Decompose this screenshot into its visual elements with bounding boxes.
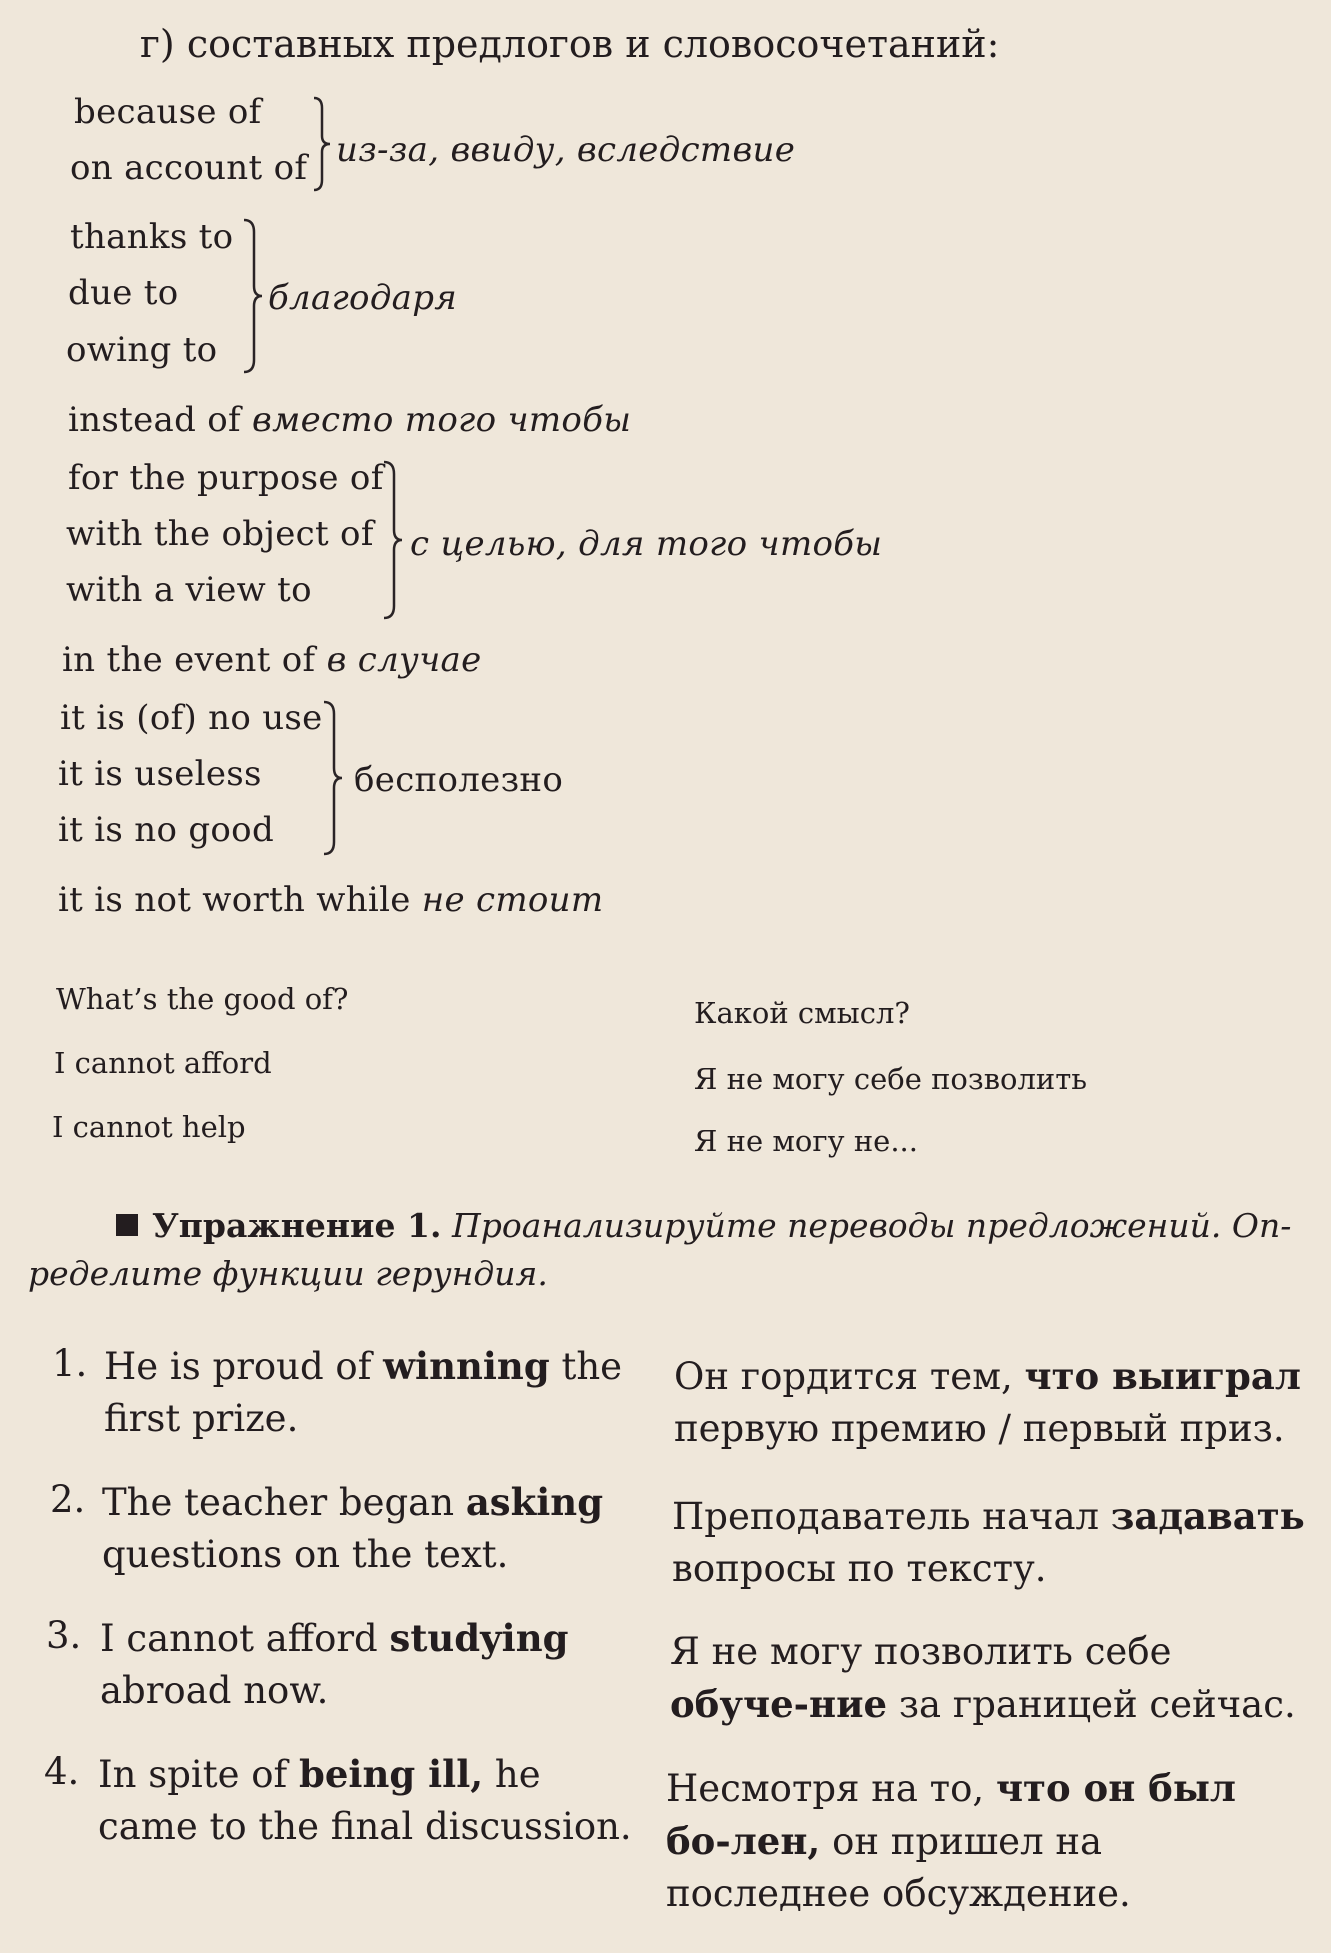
- event-of-ru: в случае: [326, 640, 482, 680]
- group4-brace: [318, 700, 350, 856]
- sentence-1-ru: [674, 1350, 1314, 1455]
- sentence-3-number: 3.: [46, 1614, 82, 1657]
- sentence-2-ru-bold: задавать: [1110, 1494, 1305, 1538]
- sentence-3-ru-post: за границей сейчас.: [887, 1683, 1296, 1726]
- group3-item-2: with the object of: [66, 514, 374, 554]
- group3-brace: [378, 460, 410, 620]
- sentence-2-ru-post: вопросы по тексту.: [672, 1547, 1047, 1590]
- sentence-1-en-pre: He is proud of: [104, 1345, 384, 1388]
- sentence-1-number: 1.: [52, 1342, 88, 1385]
- sentence-2-ru-pre: Преподаватель начал: [672, 1495, 1111, 1538]
- sentence-3-en-post: abroad now.: [100, 1669, 329, 1712]
- group2-item-2: due to: [68, 273, 179, 313]
- group1-brace: [308, 96, 338, 192]
- section-heading: г) составных предлогов и словосочетаний:: [140, 22, 1000, 66]
- sentence-2-en-pre: The teacher began: [102, 1481, 466, 1524]
- phrase-1-ru: Какой смысл?: [694, 996, 910, 1030]
- sentence-4-ru-bold: что он был бо-лен,: [666, 1766, 1237, 1863]
- square-bullet-icon: [116, 1214, 138, 1236]
- sentence-4-en: [98, 1748, 638, 1853]
- group1-item-1: because of: [74, 92, 262, 132]
- sentence-4-ru-post: он пришел на последнее обсуждение.: [666, 1820, 1131, 1915]
- sentence-2-number: 2.: [50, 1478, 86, 1521]
- group3-item-3: with a view to: [66, 570, 312, 610]
- sentence-1-en-post: the first prize.: [104, 1345, 623, 1440]
- group2-item-1: thanks to: [70, 217, 234, 257]
- sentence-3-en-bold: studying: [389, 1616, 569, 1660]
- sentence-2-en-bold: asking: [465, 1480, 604, 1524]
- exercise-instruction-1: Проанализируйте переводы предложений. Оп-: [451, 1206, 1292, 1245]
- group1-translation: из-за, ввиду, вследствие: [336, 130, 796, 170]
- sentence-4-en-bold: being ill,: [298, 1752, 484, 1796]
- sentence-4-ru: [666, 1762, 1306, 1920]
- group2-item-3: owing to: [66, 330, 218, 370]
- group4-translation: бесполезно: [354, 760, 564, 800]
- sentence-1-en: [104, 1340, 644, 1445]
- group2-brace: [238, 218, 270, 374]
- worth-while-ru: не стоит: [421, 880, 604, 920]
- sentence-1-ru-post: первую премию / первый приз.: [674, 1407, 1285, 1450]
- phrase-1-en: What’s the good of?: [56, 982, 349, 1016]
- group2-translation: благодаря: [268, 278, 458, 318]
- exercise-label: Упражнение 1.: [152, 1206, 442, 1245]
- group4-item-3: it is no good: [58, 810, 275, 850]
- sentence-2-en-post: questions on the text.: [102, 1533, 509, 1576]
- phrase-2-ru: Я не могу себе позволить: [694, 1062, 1088, 1096]
- worth-while-en: it is not worth while: [58, 880, 411, 920]
- group4-item-2: it is useless: [58, 754, 262, 794]
- group3-translation: с целью, для того чтобы: [410, 524, 883, 564]
- sentence-3-ru-bold: обуче-ние: [670, 1682, 888, 1726]
- sentence-4-en-pre: In spite of: [98, 1753, 299, 1796]
- sentence-2-en: [102, 1476, 642, 1581]
- worth-while-line: [58, 880, 603, 920]
- sentence-1-ru-pre: Он гордится тем,: [674, 1355, 1025, 1398]
- sentence-3-ru-pre: Я не могу позволить себе: [670, 1630, 1172, 1673]
- sentence-2-ru: [672, 1490, 1312, 1595]
- event-of-en: in the event of: [62, 640, 316, 680]
- sentence-3-en: [100, 1612, 640, 1717]
- sentence-3-en-pre: I cannot afford: [100, 1617, 390, 1660]
- phrase-3-en: I cannot help: [52, 1110, 246, 1144]
- group4-item-1: it is (of) no use: [60, 698, 323, 738]
- sentence-3-ru: [670, 1626, 1310, 1731]
- event-of-line: [62, 640, 482, 680]
- phrase-3-ru: Я не могу не...: [694, 1124, 918, 1158]
- sentence-1-en-bold: winning: [383, 1344, 550, 1388]
- sentence-4-en-post: he came to the final discussion.: [98, 1753, 632, 1848]
- exercise-heading: [116, 1206, 1291, 1245]
- instead-of-ru: вместо того чтобы: [252, 400, 632, 440]
- group1-item-2: on account of: [70, 148, 308, 188]
- phrase-2-en: I cannot afford: [54, 1046, 272, 1080]
- sentence-1-ru-bold: что выиграл: [1024, 1354, 1301, 1398]
- sentence-4-ru-pre: Несмотря на то,: [666, 1767, 996, 1810]
- instead-of-line: [68, 400, 631, 440]
- instead-of-en: instead of: [68, 400, 241, 440]
- group3-item-1: for the purpose of: [68, 458, 384, 498]
- sentence-4-number: 4.: [44, 1750, 80, 1793]
- exercise-instruction-2: ределите функции герундия.: [28, 1254, 548, 1293]
